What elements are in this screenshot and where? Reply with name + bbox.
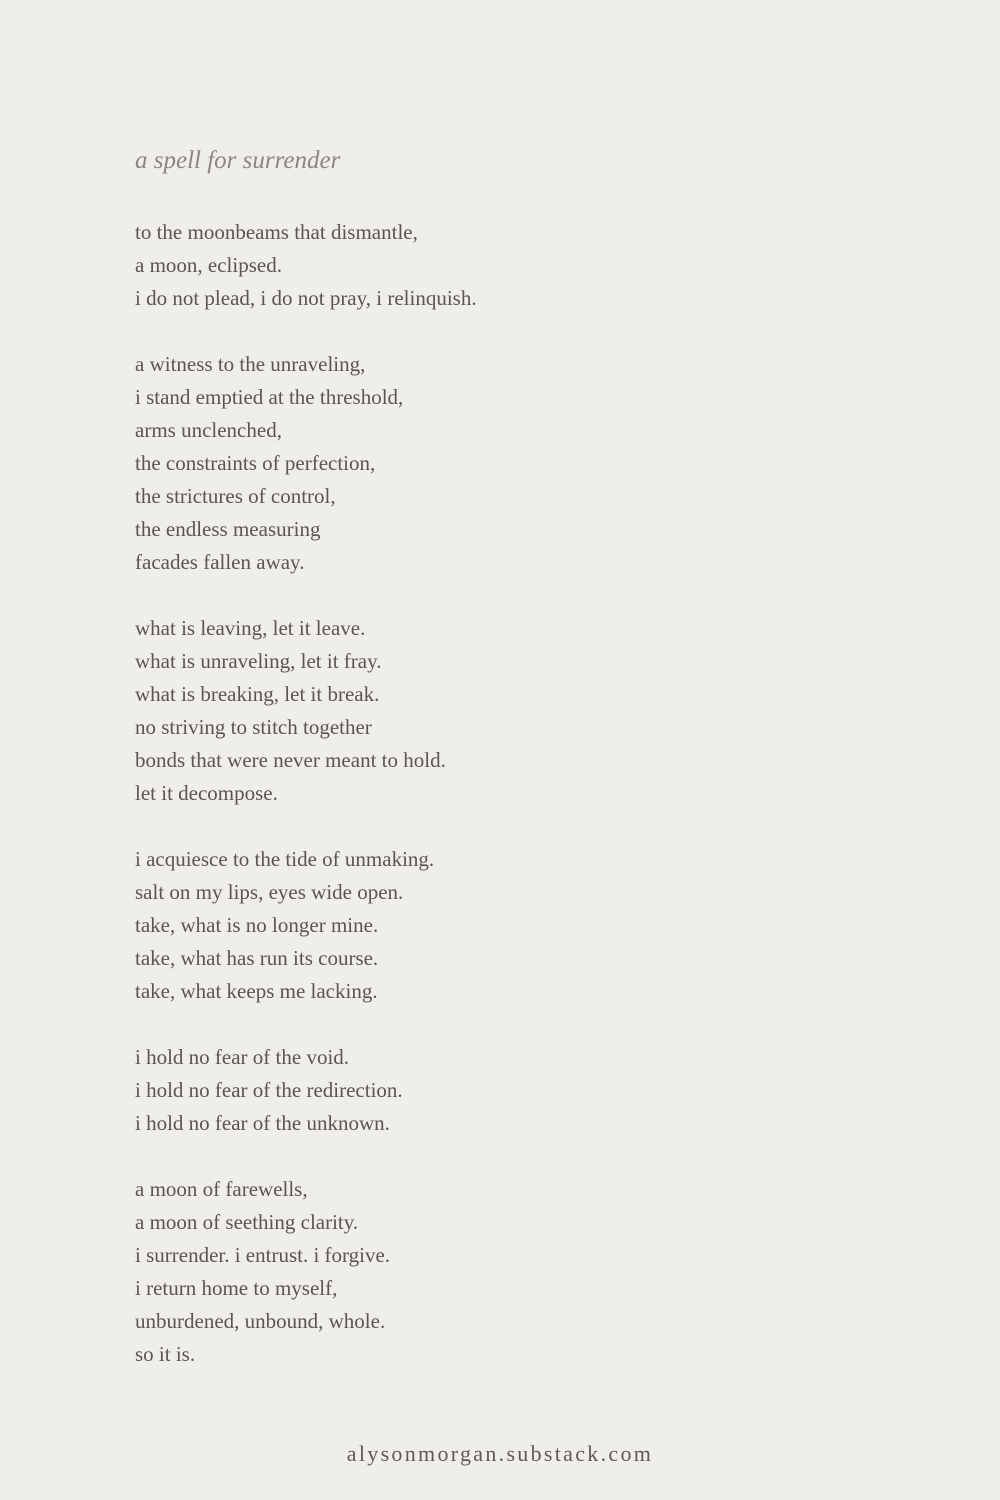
poem-line: what is leaving, let it leave.	[135, 616, 366, 640]
poem-line: no striving to stitch together	[135, 715, 372, 739]
poem-line: facades fallen away.	[135, 550, 305, 574]
poem-line: salt on my lips, eyes wide open.	[135, 880, 404, 904]
poem-line: i do not plead, i do not pray, i relinquish.	[135, 286, 477, 310]
poem-line: i stand emptied at the threshold,	[135, 385, 404, 409]
poem-line: what is breaking, let it break.	[135, 682, 380, 706]
poem-line: to the moonbeams that dismantle,	[135, 220, 418, 244]
stanza	[135, 612, 477, 810]
poem-body	[135, 216, 477, 1404]
poem-line: the strictures of control,	[135, 484, 336, 508]
stanza	[135, 348, 477, 579]
poem-line: take, what has run its course.	[135, 946, 379, 970]
poem-line: i hold no fear of the unknown.	[135, 1111, 390, 1135]
stanza	[135, 1041, 477, 1140]
poem-line: unburdened, unbound, whole.	[135, 1309, 386, 1333]
poem-line: the endless measuring	[135, 517, 321, 541]
poem-line: i hold no fear of the redirection.	[135, 1078, 403, 1102]
poem-line: what is unraveling, let it fray.	[135, 649, 382, 673]
poem-line: i return home to myself,	[135, 1276, 338, 1300]
poem-line: i surrender. i entrust. i forgive.	[135, 1243, 391, 1267]
poem-line: take, what keeps me lacking.	[135, 979, 378, 1003]
poem-line: so it is.	[135, 1342, 196, 1366]
poem-line: i acquiesce to the tide of unmaking.	[135, 847, 435, 871]
poem-line: the constraints of perfection,	[135, 451, 376, 475]
poem-line: take, what is no longer mine.	[135, 913, 379, 937]
stanza	[135, 1173, 477, 1371]
poem-line: let it decompose.	[135, 781, 278, 805]
poem-line: bonds that were never meant to hold.	[135, 748, 446, 772]
poem-line: i hold no fear of the void.	[135, 1045, 350, 1069]
poem-line: a moon of farewells,	[135, 1177, 308, 1201]
poem-line: a witness to the unraveling,	[135, 352, 366, 376]
stanza	[135, 216, 477, 315]
poem-line: a moon, eclipsed.	[135, 253, 282, 277]
stanza	[135, 843, 477, 1008]
poem-line: a moon of seething clarity.	[135, 1210, 359, 1234]
poem-line: arms unclenched,	[135, 418, 282, 442]
poem-title: a spell for surrender	[135, 147, 341, 174]
footer-url: alysonmorgan.substack.com	[346, 1441, 654, 1466]
